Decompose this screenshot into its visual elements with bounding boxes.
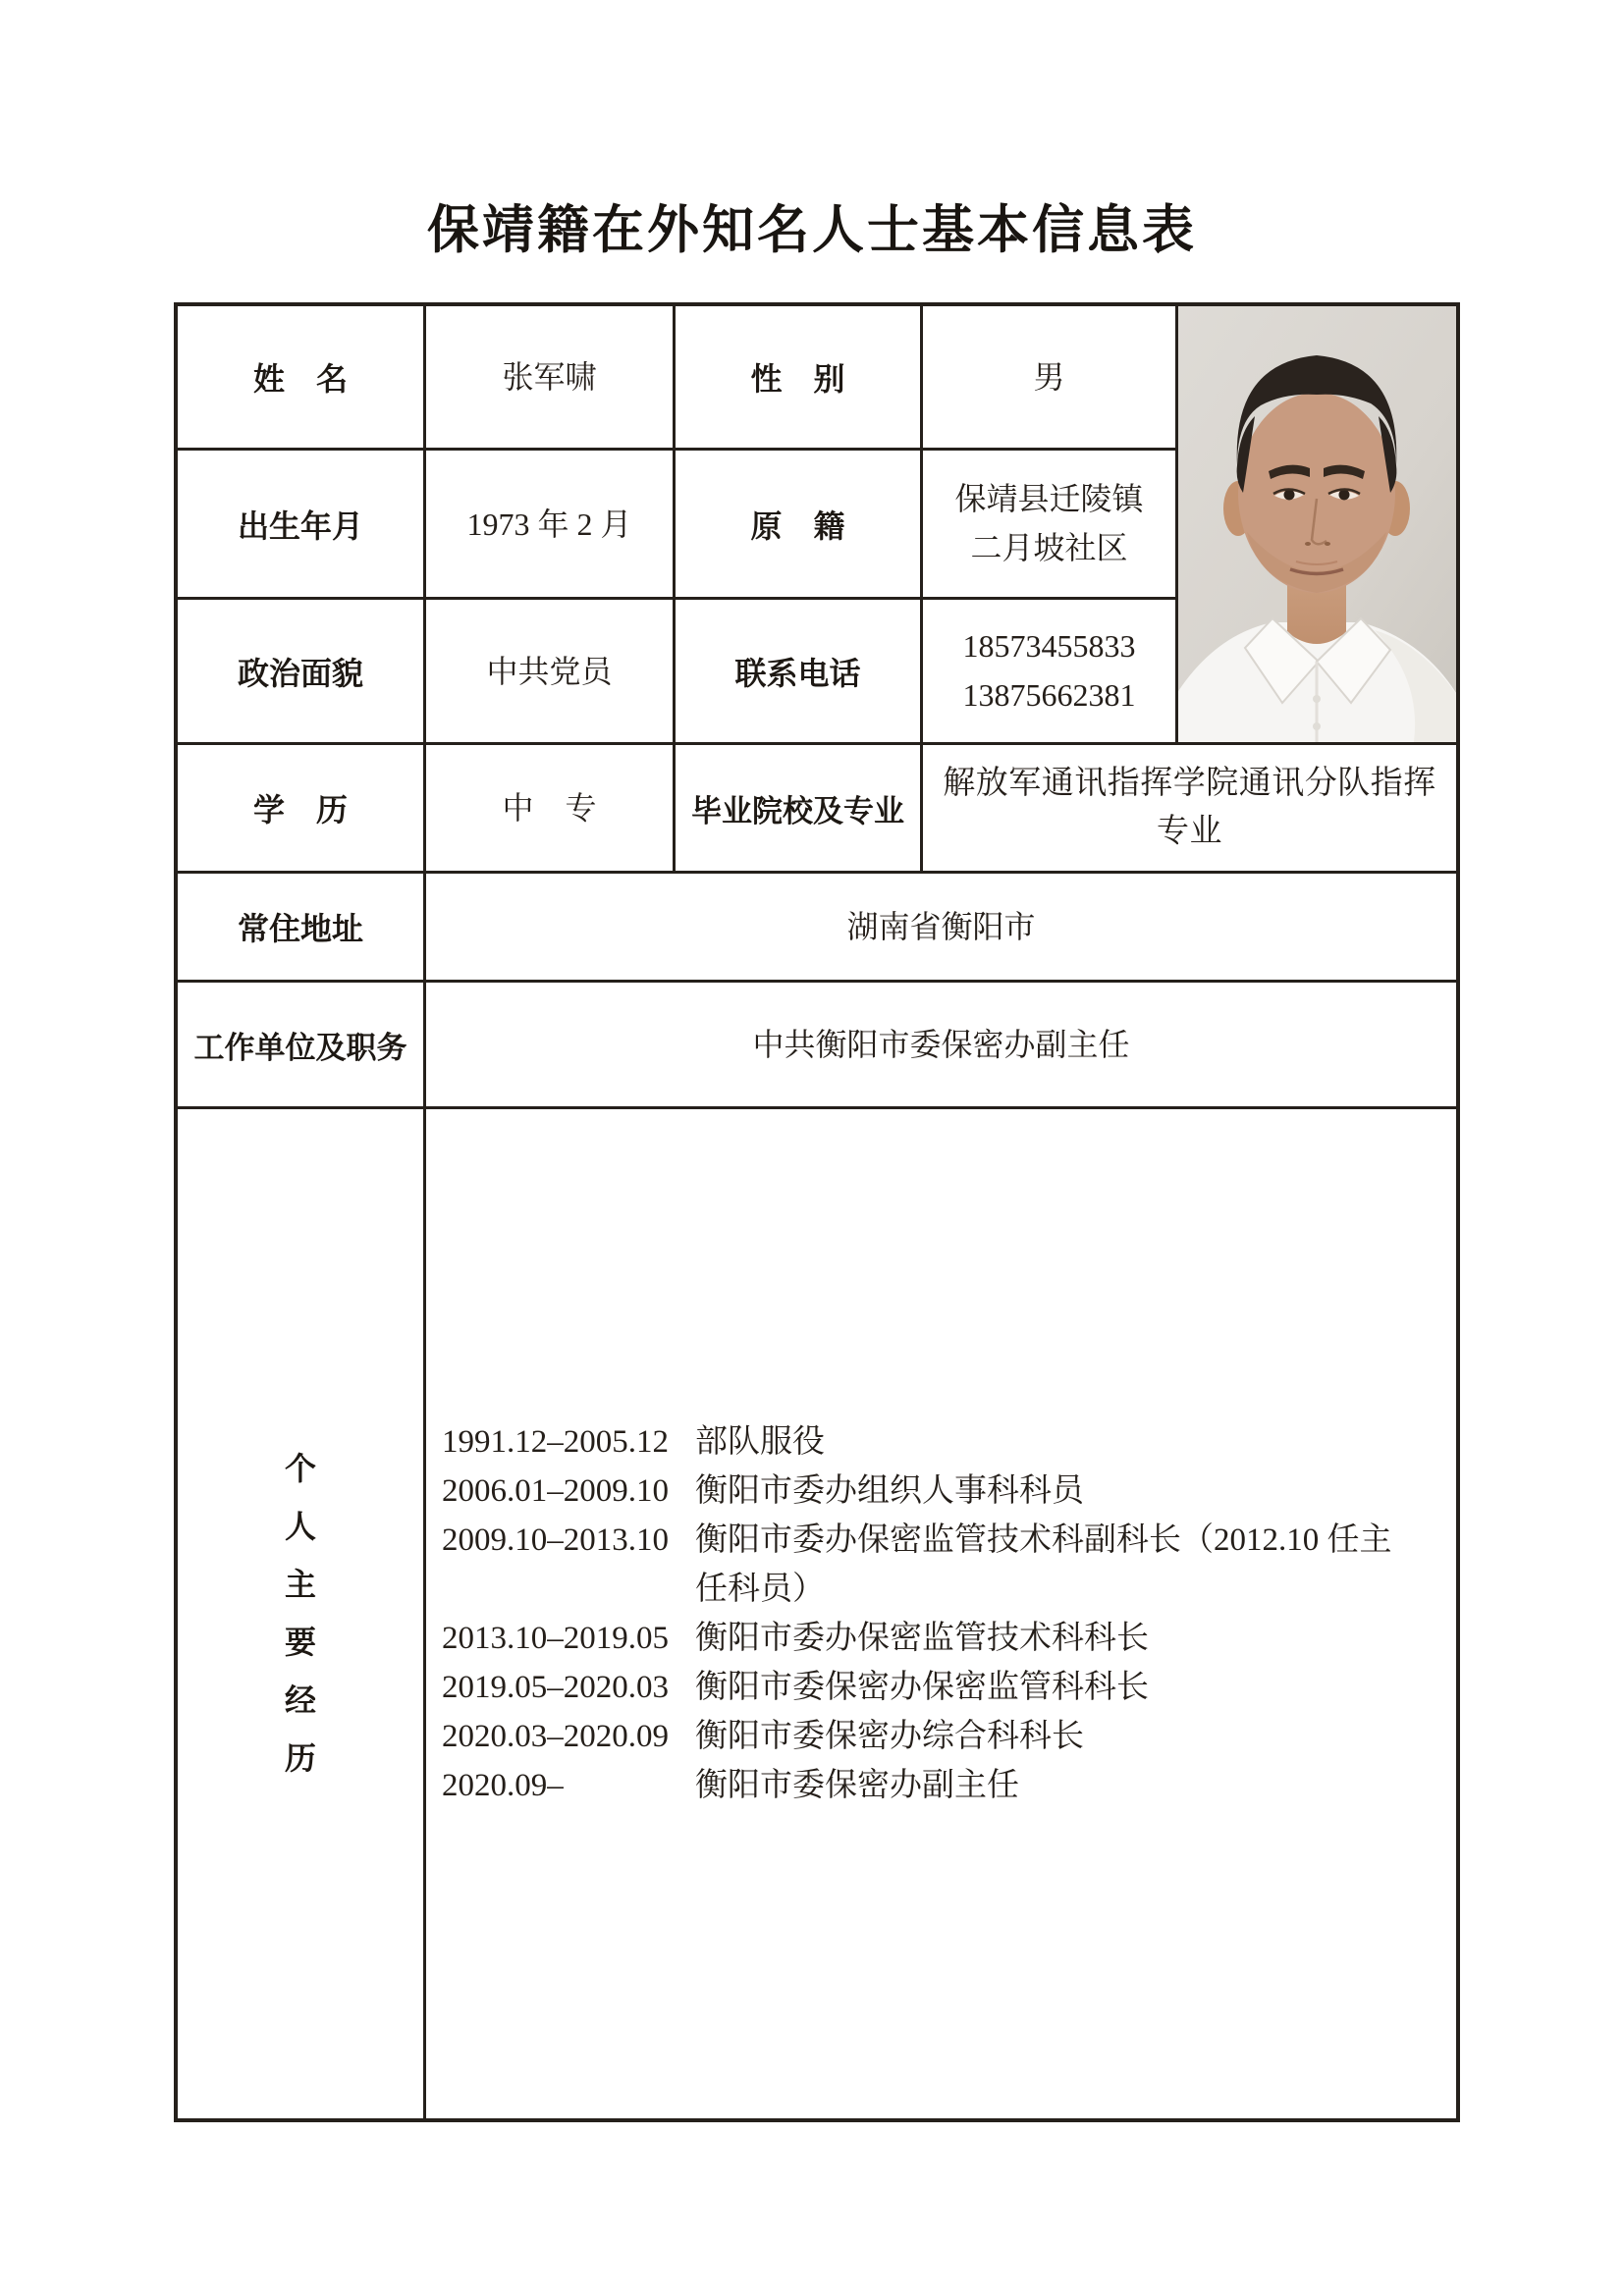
- experience-list: [426, 1417, 1456, 1810]
- experience-label-char: 个: [284, 1451, 316, 1486]
- field-politics-label: 政治面貌: [178, 600, 426, 745]
- experience-period: 2006.01–2009.10: [442, 1473, 669, 1509]
- field-gender-value: 男: [923, 306, 1178, 451]
- field-education-value: 中 专: [426, 745, 676, 874]
- experience-description: 衡阳市委保密办综合科科长: [695, 1719, 1084, 1754]
- experience-entry: [442, 1663, 1456, 1712]
- field-birth-label: 出生年月: [178, 451, 426, 600]
- field-origin-value: [923, 451, 1178, 600]
- experience-period: 2013.10–2019.05: [442, 1621, 669, 1656]
- field-name-value: 张军啸: [426, 306, 676, 451]
- field-school-label: 毕业院校及专业: [676, 745, 923, 874]
- school-value-text: 解放军通讯指挥学院通讯分队指挥专业: [943, 765, 1436, 849]
- experience-description: 衡阳市委保密办保密监管科科长: [695, 1670, 1149, 1705]
- field-origin-label: 原 籍: [676, 451, 923, 600]
- origin-line-2: 二月坡社区: [970, 529, 1128, 565]
- experience-period: 2009.10–2013.10: [442, 1522, 669, 1558]
- experience-label-char: 人: [284, 1509, 316, 1544]
- experience-entry: [442, 1516, 1456, 1614]
- info-table: [174, 302, 1460, 2122]
- page-title: 保靖籍在外知名人士基本信息表: [427, 202, 1197, 259]
- field-gender-label: 性 别: [676, 306, 923, 451]
- experience-entry: [442, 1614, 1456, 1663]
- field-address-value: 湖南省衡阳市: [426, 874, 1456, 983]
- field-experience-label: [178, 1109, 426, 2118]
- experience-period: 2020.09–: [442, 1768, 564, 1803]
- field-phone-label: 联系电话: [676, 600, 923, 745]
- experience-entry: [442, 1761, 1456, 1810]
- phone-line-2: 13875662381: [962, 676, 1136, 713]
- portrait-photo-illustration: [1178, 306, 1456, 742]
- field-school-value: [923, 745, 1456, 874]
- experience-description: 衡阳市委保密办副主任: [695, 1768, 1019, 1803]
- experience-description: 衡阳市委办保密监管技术科科长: [695, 1621, 1149, 1656]
- field-phone-value: [923, 600, 1178, 745]
- experience-label-char: 要: [284, 1625, 316, 1660]
- field-birth-value: 1973 年 2 月: [426, 451, 676, 600]
- experience-period: 1991.12–2005.12: [442, 1424, 669, 1460]
- field-education-label: 学 历: [178, 745, 426, 874]
- experience-description: 衡阳市委办保密监管技术科副科长（2012.10 任主任科员）: [695, 1522, 1392, 1607]
- experience-entry: [442, 1467, 1456, 1516]
- experience-period: 2020.03–2020.09: [442, 1719, 669, 1754]
- experience-label-char: 历: [284, 1740, 316, 1776]
- field-work-value: 中共衡阳市委保密办副主任: [426, 983, 1456, 1109]
- field-address-label: 常住地址: [178, 874, 426, 983]
- experience-label-char: 经: [284, 1682, 316, 1718]
- experience-description: 部队服役: [695, 1424, 825, 1460]
- experience-label-char: 主: [284, 1567, 316, 1602]
- field-work-label: 工作单位及职务: [178, 983, 426, 1109]
- experience-period: 2019.05–2020.03: [442, 1670, 669, 1705]
- experience-entry: [442, 1712, 1456, 1761]
- portrait-photo: [1178, 306, 1456, 745]
- experience-description: 衡阳市委办组织人事科科员: [695, 1473, 1084, 1509]
- field-name-label: 姓 名: [178, 306, 426, 451]
- origin-line-1: 保靖县迁陵镇: [954, 480, 1144, 516]
- field-experience-value: [426, 1109, 1456, 2118]
- field-politics-value: 中共党员: [426, 600, 676, 745]
- phone-line-1: 18573455833: [962, 627, 1136, 664]
- experience-entry: [442, 1417, 1456, 1467]
